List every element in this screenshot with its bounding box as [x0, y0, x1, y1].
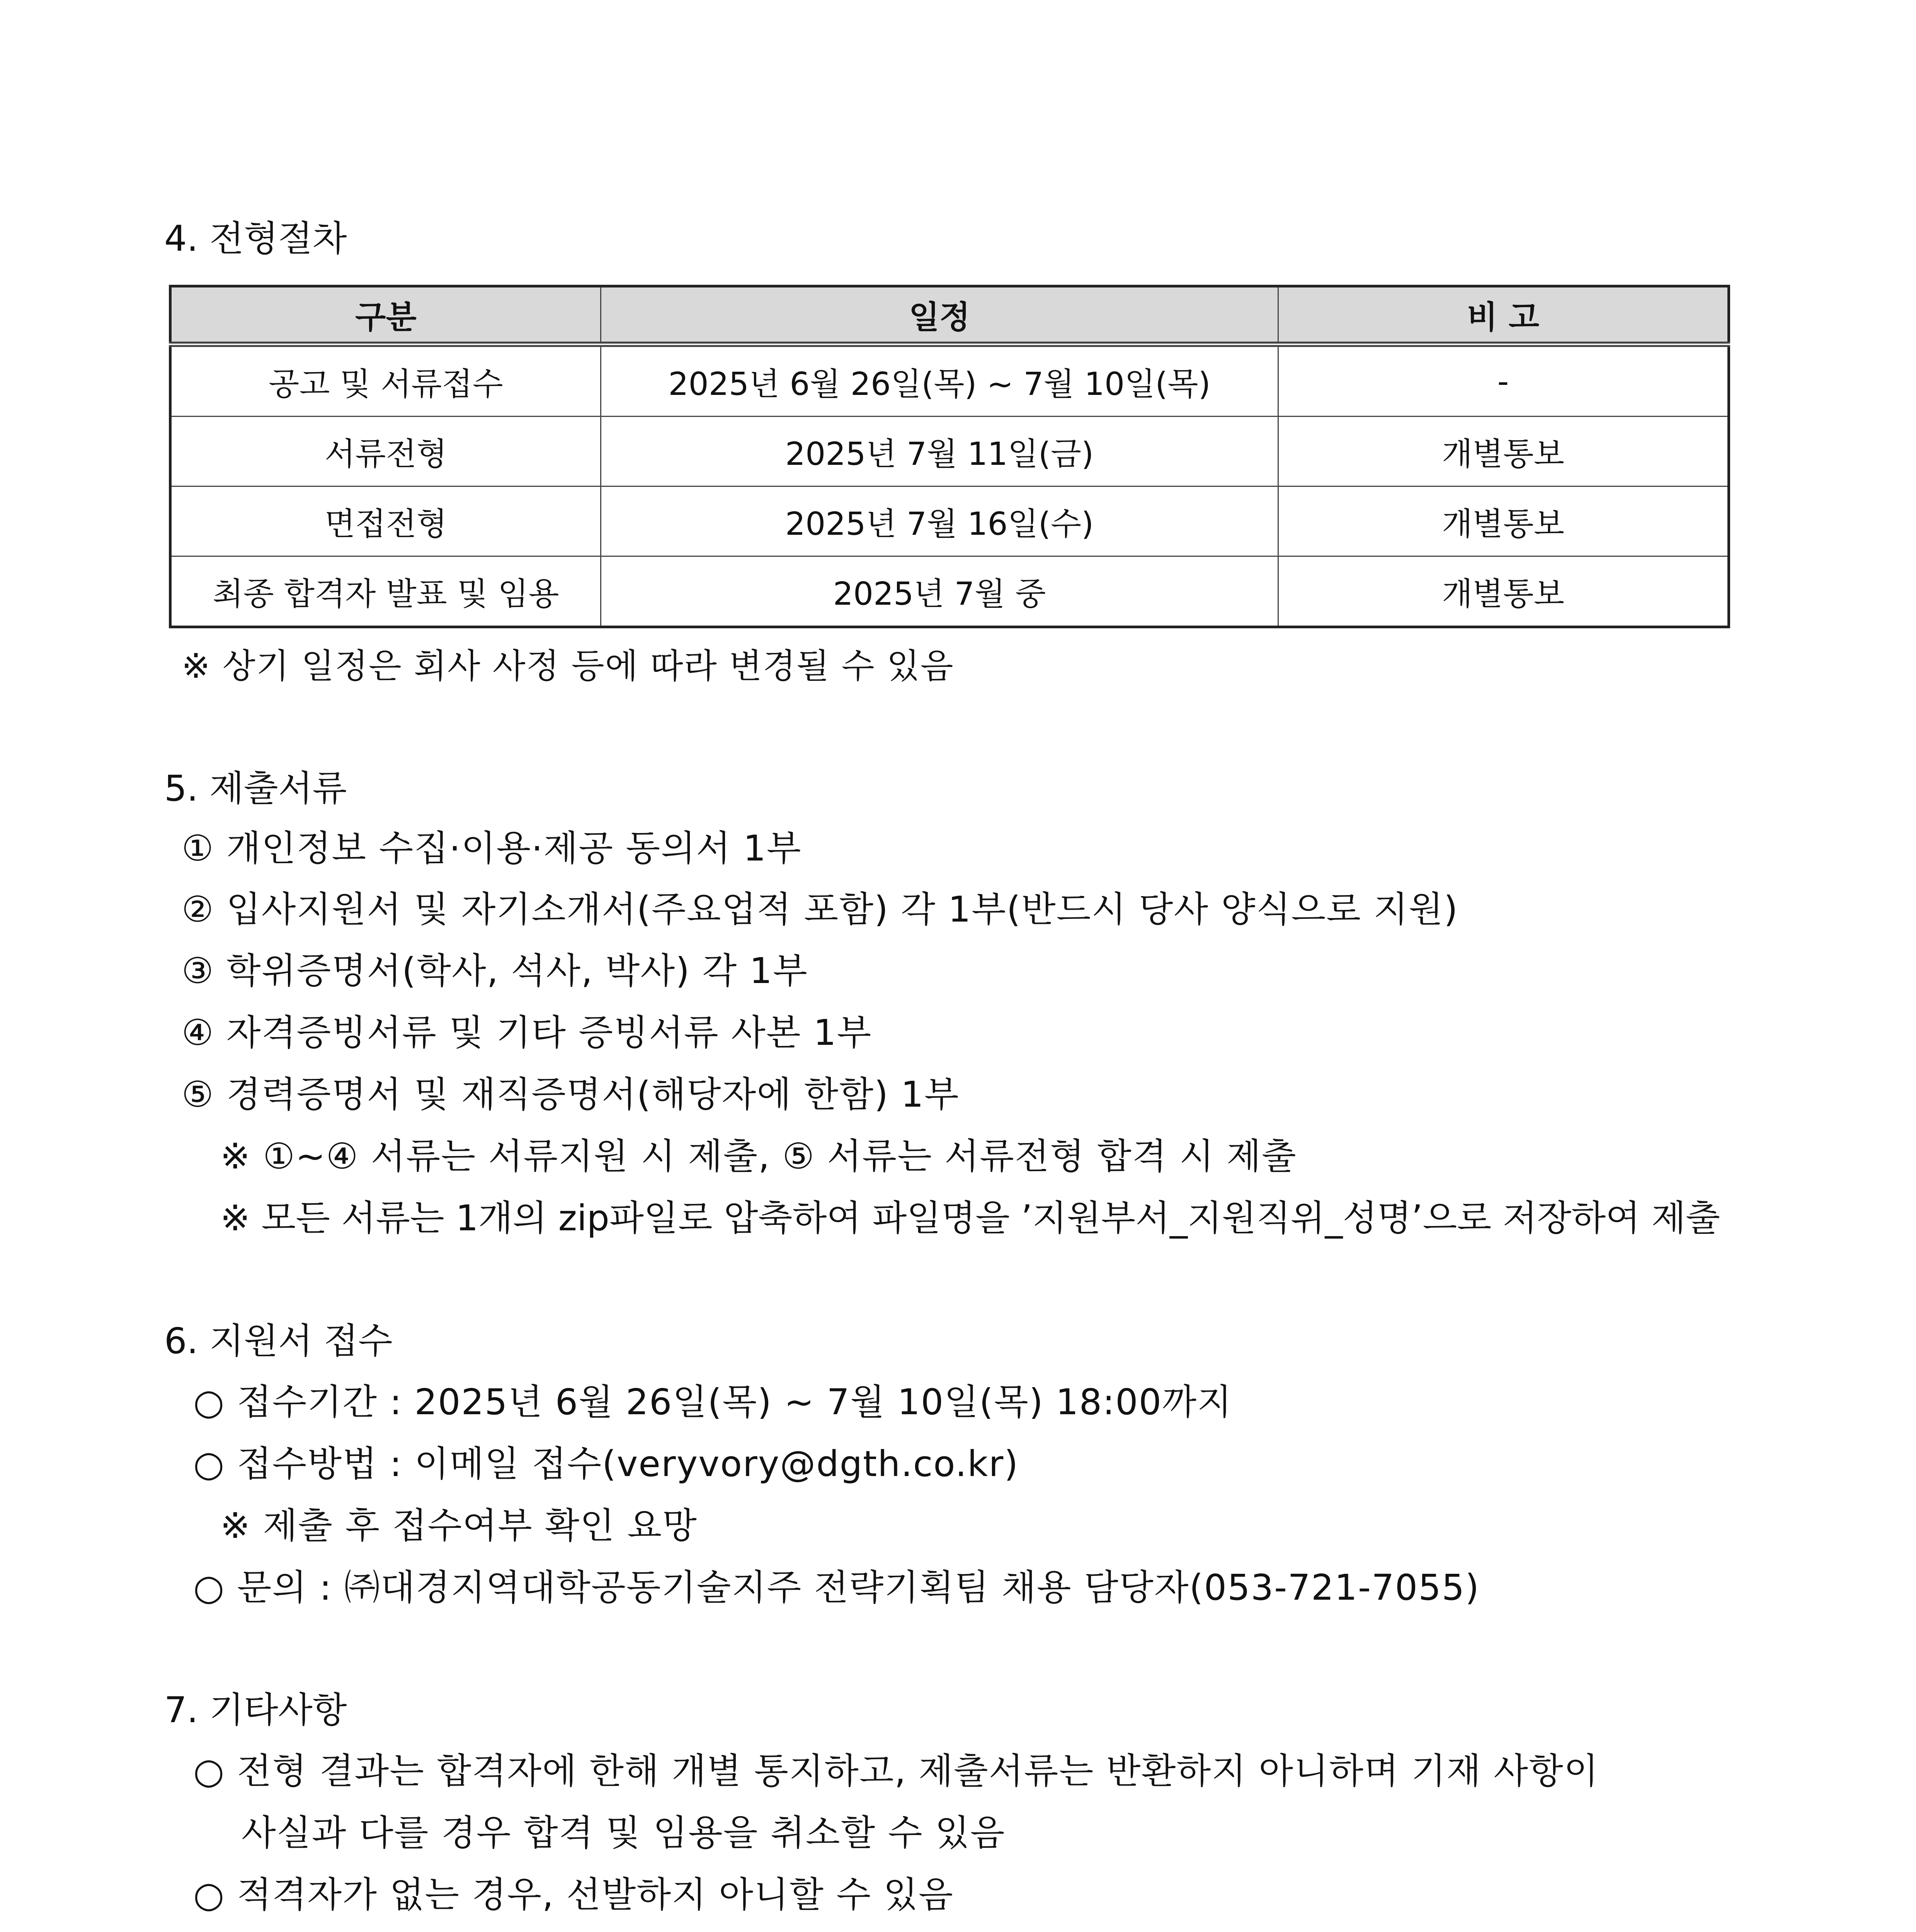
table-row — [170, 556, 1729, 627]
section-4-title: 4. 전형절차 — [164, 218, 347, 259]
cell-remarks: - — [1278, 344, 1729, 417]
document-item-1: ① 개인정보 수집·이용·제공 동의서 1부 — [182, 828, 802, 869]
header-category: 구분 — [170, 286, 601, 345]
cell-schedule: 2025년 7월 16일(수) — [601, 486, 1278, 556]
document-item-5: ⑤ 경력증명서 및 재직증명서(해당자에 한함) 1부 — [182, 1074, 960, 1115]
cell-schedule: 2025년 6월 26일(목) ~ 7월 10일(목) — [601, 344, 1278, 417]
table-header-row — [170, 286, 1729, 345]
cell-remarks: 개별통보 — [1278, 486, 1729, 556]
document-item-3: ③ 학위증명서(학사, 석사, 박사) 각 1부 — [182, 950, 808, 992]
cell-category: 공고 및 서류접수 — [170, 344, 601, 417]
cell-remarks: 개별통보 — [1278, 417, 1729, 486]
header-remarks: 비 고 — [1278, 286, 1729, 345]
misc-item-1-continued: 사실과 다를 경우 합격 및 임용을 취소할 수 있음 — [242, 1812, 1006, 1854]
table-row — [170, 417, 1729, 486]
cell-schedule: 2025년 7월 11일(금) — [601, 417, 1278, 486]
document-note-1: ※ ①~④ 서류는 서류지원 시 제출, ⑤ 서류는 서류전형 합격 시 제출 — [220, 1136, 1297, 1177]
schedule-note: ※ 상기 일정은 회사 사정 등에 따라 변경될 수 있음 — [182, 646, 954, 686]
schedule-table — [169, 285, 1730, 628]
misc-item-1: ○ 전형 결과는 합격자에 한해 개별 통지하고, 제출서류는 반환하지 아니하며 기재 사항이 — [193, 1750, 1599, 1792]
cell-schedule: 2025년 7월 중 — [601, 556, 1278, 627]
section-7-title: 7. 기타사항 — [164, 1689, 347, 1731]
cell-category: 최종 합격자 발표 및 임용 — [170, 556, 601, 627]
cell-category: 서류전형 — [170, 417, 601, 486]
table-row — [170, 486, 1729, 556]
inquiry-contact: ○ 문의 : ㈜대경지역대학공동기술지주 전략기획팀 채용 담당자(053-721-7055) — [193, 1567, 1480, 1608]
application-method: ○ 접수방법 : 이메일 접수(veryvory@dgth.co.kr) — [193, 1443, 1019, 1485]
misc-item-2: ○ 적격자가 없는 경우, 선발하지 아니할 수 있음 — [193, 1874, 954, 1915]
header-schedule: 일정 — [601, 286, 1278, 345]
document-item-4: ④ 자격증빙서류 및 기타 증빙서류 사본 1부 — [182, 1012, 872, 1053]
application-method-note: ※ 제출 후 접수여부 확인 요망 — [220, 1505, 698, 1546]
document-note-2: ※ 모든 서류는 1개의 zip파일로 압축하여 파일명을 ’지원부서_지원직위_성명’으로 저장하여 제출 — [220, 1197, 1720, 1239]
application-period: ○ 접수기간 : 2025년 6월 26일(목) ~ 7월 10일(목) 18:00까지 — [193, 1381, 1232, 1423]
table-row — [170, 344, 1729, 417]
cell-category: 면접전형 — [170, 486, 601, 556]
section-6-title: 6. 지원서 접수 — [164, 1320, 393, 1362]
document-item-2: ② 입사지원서 및 자기소개서(주요업적 포함) 각 1부(반드시 당사 양식으로 지원) — [182, 889, 1458, 930]
section-5-title: 5. 제출서류 — [164, 768, 347, 809]
cell-remarks: 개별통보 — [1278, 556, 1729, 627]
